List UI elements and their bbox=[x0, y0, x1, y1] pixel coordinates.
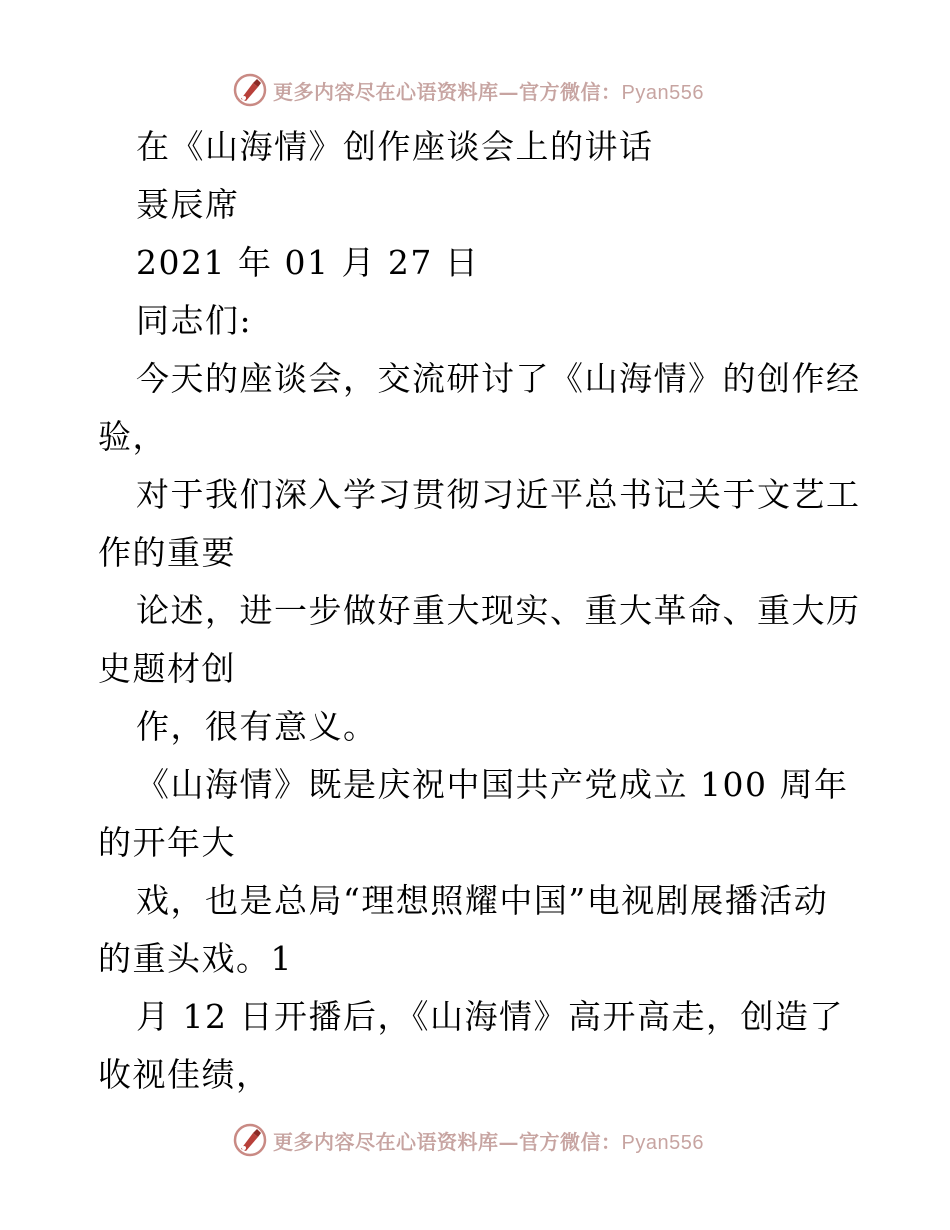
paragraph-line: 作的重要 bbox=[98, 533, 236, 572]
pen-logo-icon bbox=[233, 1123, 267, 1157]
paragraph-line: 今天的座谈会，交流研讨了《山海情》的创作经 bbox=[136, 359, 861, 398]
author-name: 聂辰席 bbox=[136, 185, 240, 224]
paragraph-line: 验， bbox=[98, 417, 167, 456]
paragraph-line: 作，很有意义。 bbox=[136, 707, 378, 746]
document-date: 2021 年 01 月 27 日 bbox=[136, 243, 480, 282]
header-watermark bbox=[233, 70, 733, 110]
document-title: 在《山海情》创作座谈会上的讲话 bbox=[136, 127, 654, 166]
watermark-text: 更多内容尽在心语资料库—官方微信：Pyan556 bbox=[273, 79, 704, 104]
paragraph-line: 的开年大 bbox=[98, 823, 236, 862]
watermark-text: 更多内容尽在心语资料库—官方微信：Pyan556 bbox=[273, 1129, 704, 1154]
paragraph-line: 《山海情》既是庆祝中国共产党成立 100 周年 bbox=[136, 765, 849, 804]
paragraph-line: 收视佳绩， bbox=[98, 1055, 271, 1094]
footer-watermark bbox=[233, 1120, 733, 1160]
paragraph-line: 戏，也是总局“理想照耀中国”电视剧展播活动 bbox=[136, 881, 829, 920]
paragraph-line: 的重头戏。1 bbox=[98, 939, 293, 978]
salutation: 同志们: bbox=[136, 301, 253, 340]
document-body bbox=[98, 118, 861, 1104]
paragraph-line: 月 12 日开播后，《山海情》高开高走，创造了 bbox=[136, 997, 844, 1036]
paragraph-line: 对于我们深入学习贯彻习近平总书记关于文艺工 bbox=[136, 475, 861, 514]
pen-logo-icon bbox=[233, 73, 267, 107]
paragraph-line: 论述，进一步做好重大现实、重大革命、重大历 bbox=[136, 591, 861, 630]
paragraph-line: 史题材创 bbox=[98, 649, 236, 688]
